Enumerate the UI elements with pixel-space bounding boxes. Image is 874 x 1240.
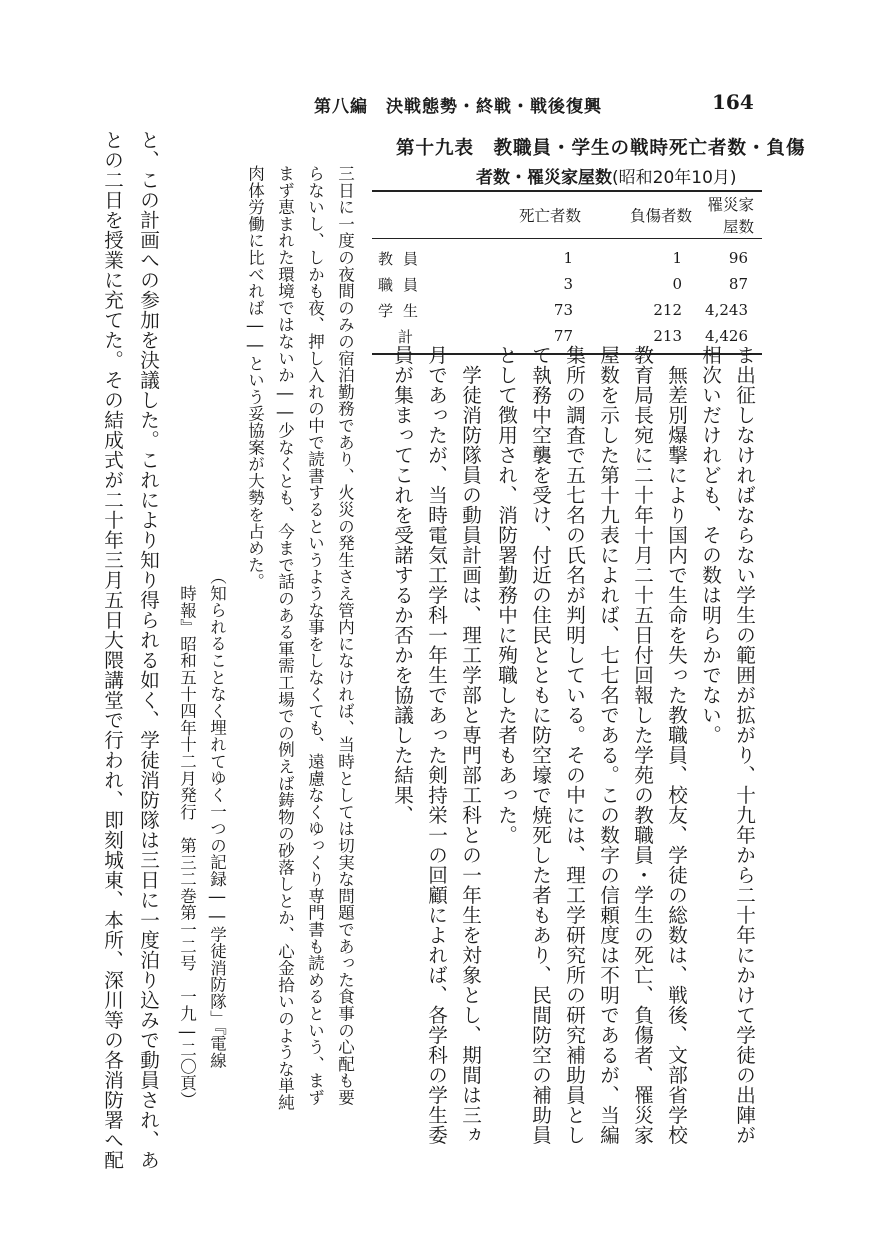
body-column: 学徒消防隊員の動員計画は、理工学部と専門部工科との一年生を対象とし、期間は三ヵ [458,345,482,1145]
body-column: 集所の調査で五七名の氏名が判明している。その中には、理工学研究所の研究補助員とし [562,345,586,1145]
table-cell: 4,243 [705,301,748,319]
row-label: 教員 [378,249,429,268]
table-cell: 96 [728,249,748,267]
body-column: ま出征しなければならない学生の範囲が拡がり、十九年から二十年にかけて学徒の出陣が [732,345,756,1145]
row-label: 学生 [378,301,429,320]
column-header-damaged-houses: 罹災家屋数 [696,191,762,239]
table-title-text: 者数・罹災家屋数 [476,168,612,188]
row-label: 職員 [378,275,429,294]
quote-column: まず恵まれた環境ではないか――少なくとも、今まで話のある軍需工場での例えば鋳物の砂落しとか、心金拾いのような単純 [275,165,295,1111]
quote-column: らないし、しかも夜、押し入れの中で読書するというような事をしなくても、遠慮なくゆっくり専門書も読めるという、まず [305,165,325,1106]
body-column: て執務中空襲を受け、付近の住民とともに防空壕で焼死した者もあり、民間防空の補助員 [528,345,552,1145]
table-cell: 212 [653,301,682,319]
table-cell: 1 [672,249,682,267]
body-column: として徴用され、消防署勤務中に殉職した者もあった。 [494,345,518,845]
table-cell: 73 [553,301,573,319]
body-column: 月であったが、当時電気工学科一年生であった剣持栄一の回顧によれば、各学科の学生委 [424,345,448,1145]
quote-column: 三日に一度の夜間のみの宿泊勤務であり、火災の発生さえ管内になければ、当時としては切実な問題であった食事の心配も要 [335,165,355,1106]
table-cell: 213 [587,323,696,354]
body-column: との二日を授業に充てた。その結成式が二十年三月五日大隈講堂で行われ、即刻城東、本所、深川等の各消防署へ配 [100,130,124,1170]
body-column: 教育局長宛に二十年十月二十五日付回報した学苑の教職員・学生の死亡、負傷者、罹災家 [630,345,654,1145]
table-row [372,297,762,323]
body-column: 相次いだけれども、その数は明らかでない。 [698,345,722,745]
column-header-deaths: 死亡者数 [484,191,587,239]
citation-column: （知られることなく埋れてゆく一つの記録――学徒消防隊」『電線 [207,568,227,1069]
running-head: 第八編 決戦態勢・終戦・戦後復興 [314,97,602,117]
table-cell: 0 [672,275,682,293]
table-row [372,239,762,272]
table-cell: 4,426 [696,323,762,354]
row-label: 計 [372,323,484,354]
body-column: 屋数を示した第十九表によれば、七七名である。この数字の信頼度は不明であるが、当編 [596,345,620,1145]
table-row [372,271,762,297]
body-column: 無差別爆撃により国内で生命を失った教職員、校友、学徒の総数は、戦後、文部省学校 [664,345,688,1145]
table-title-line2 [396,163,766,188]
table-title-line1: 第十九表 教職員・学生の戦時死亡者数・負傷 [396,138,806,159]
body-column: と、この計画への参加を決議した。これにより知り得られる如く、学徒消防隊は三日に一度泊り込みで動員され、あ [136,130,160,1170]
table-cell: 1 [563,249,573,267]
table-cell: 87 [728,275,748,293]
table-cell: 3 [563,275,573,293]
quote-column: 肉体労働に比べれば――という妥協案が大勢を占めた。 [245,165,265,590]
column-header-injuries: 負傷者数 [587,191,696,239]
table-cell: 77 [484,323,587,354]
table-title-date: (昭和20年10月) [612,168,737,188]
page-number: 164 [712,90,754,114]
citation-column: 時報』昭和五十四年十二月発行 第三二巻第一二号 一九―二〇頁） [177,585,197,1109]
table-title [396,134,806,188]
body-column: 員が集まってこれを受諾するか否かを協議した結果、 [390,345,414,825]
table-header-row [372,191,762,239]
casualty-table [372,190,762,355]
table-header-corner [372,191,484,239]
